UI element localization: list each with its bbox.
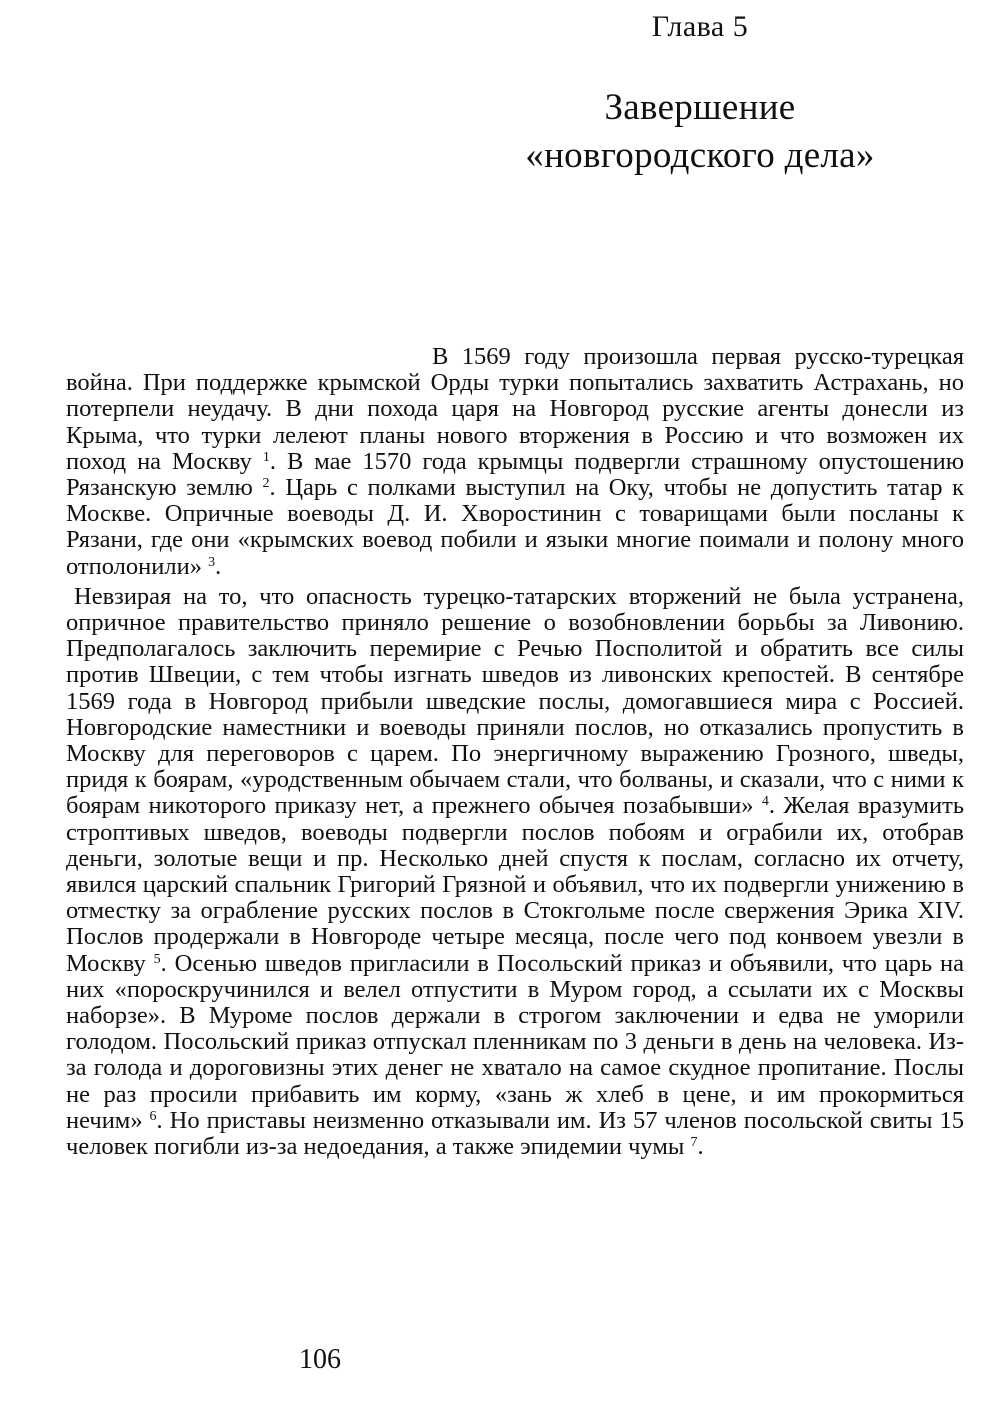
paragraph-1-text-3: . Царь с полками выступил на Оку, чтобы не допустить татар к Москве. Опричные воеводы Д. И. Хворостинин с товарищами были посланы к Рязани, где они «крымских воевод побили и языки многие поимали и полону много отполонили» — [66, 474, 965, 580]
footnote-ref-4: 4 — [761, 794, 769, 810]
paragraph-1-text-2: . В мае 1570 года крымцы подвергли страшному опустошению Рязанскую землю — [66, 447, 965, 502]
footnote-ref-3: 3 — [208, 554, 216, 570]
paragraph-2 — [66, 584, 964, 1160]
footnote-ref-1: 1 — [262, 449, 270, 465]
paragraph-2-text-1: Невзирая на то, что опасность турецко-татарских вторжений не была устранена, опричное правительство приняло решение о возобновлении борьбы за Ливонию. Предполагалось заключить перемирие с Речью Посполитой и обратить все силы против Швеции, с тем чтобы изгнать шведов из ливонских крепостей. В сентябре 1569 года в Новгород прибыли шведские послы, домогавшиеся мира с Россией. Новгородские наместники и воеводы приняли послов, но отказались пропустить в Москву для переговоров с царем. По энергичному выражению Грозного, шведы, придя к боярам, «уродственным обычаем стали, что болваны, и сказали, что с ними к боярам никоторого приказу нет, а прежнего обычея позабывши» — [66, 582, 964, 820]
chapter-title-line-1: Завершение — [604, 87, 796, 128]
paragraph-2-text-2: . Желая вразумить строптивых шведов, воеводы подвергли послов побоям и ограбили их, отобрав деньги, золотые вещи и пр. Несколько дней спустя к послам, согласно их отчету, явился царский спальник Григорий Грязной и объявил, что их подвергли унижению в отместку за ограбление русских послов в Стокгольме после свержения Эрика XIV. Послов продержали в Новгороде четыре месяца, после чего под конвоем увезли в Москву — [66, 792, 964, 977]
chapter-label: Глава 5 — [651, 10, 749, 43]
paragraph-1 — [66, 344, 964, 580]
paragraph-2-text-3: . Осенью шведов пригласили в Посольский приказ и объявили, что царь на них «порοскручинился и велел отпустити в Муром город, а ссылати их с Москвы наборзе». В Муроме послов держали в строгом заключении и едва не уморили голодом. Посольский приказ отпускал пленникам по 3 деньги в день на человека. Из-за голода и дороговизны этих денег не хватало на самое скудное пропитание. Послы не раз просили прибавить им корму, «зань ж хлеб в цене, и им прокормиться нечим» — [66, 949, 965, 1134]
paragraph-1-text-4: . — [215, 552, 222, 580]
paragraph-1-text-1: В 1569 году произошла первая русско-турецкая война. При поддержке крымской Орды турки попытались захватить Астрахань, но потерпели неудачу. В дни похода царя на Новгород русские агенты донесли из Крыма, что турки лелеют планы нового вторжения в Россию и что возможен их поход на Москву — [66, 343, 964, 475]
chapter-title — [0, 84, 999, 180]
paragraph-2-text-5: . — [697, 1133, 704, 1161]
paragraph-2-text-4: . Но приставы неизменно отказывали им. Из 57 членов посольской свиты 15 человек погибли из-за недоедания, а также эпидемии чумы — [66, 1106, 964, 1161]
page-number: 106 — [299, 1344, 341, 1375]
footnote-ref-5: 5 — [153, 951, 161, 967]
footnote-ref-2: 2 — [262, 476, 270, 492]
chapter-title-line-2: «новгородского дела» — [525, 135, 875, 176]
footnote-ref-7: 7 — [690, 1135, 698, 1151]
body-text — [66, 344, 964, 1160]
footnote-ref-6: 6 — [149, 1108, 157, 1124]
